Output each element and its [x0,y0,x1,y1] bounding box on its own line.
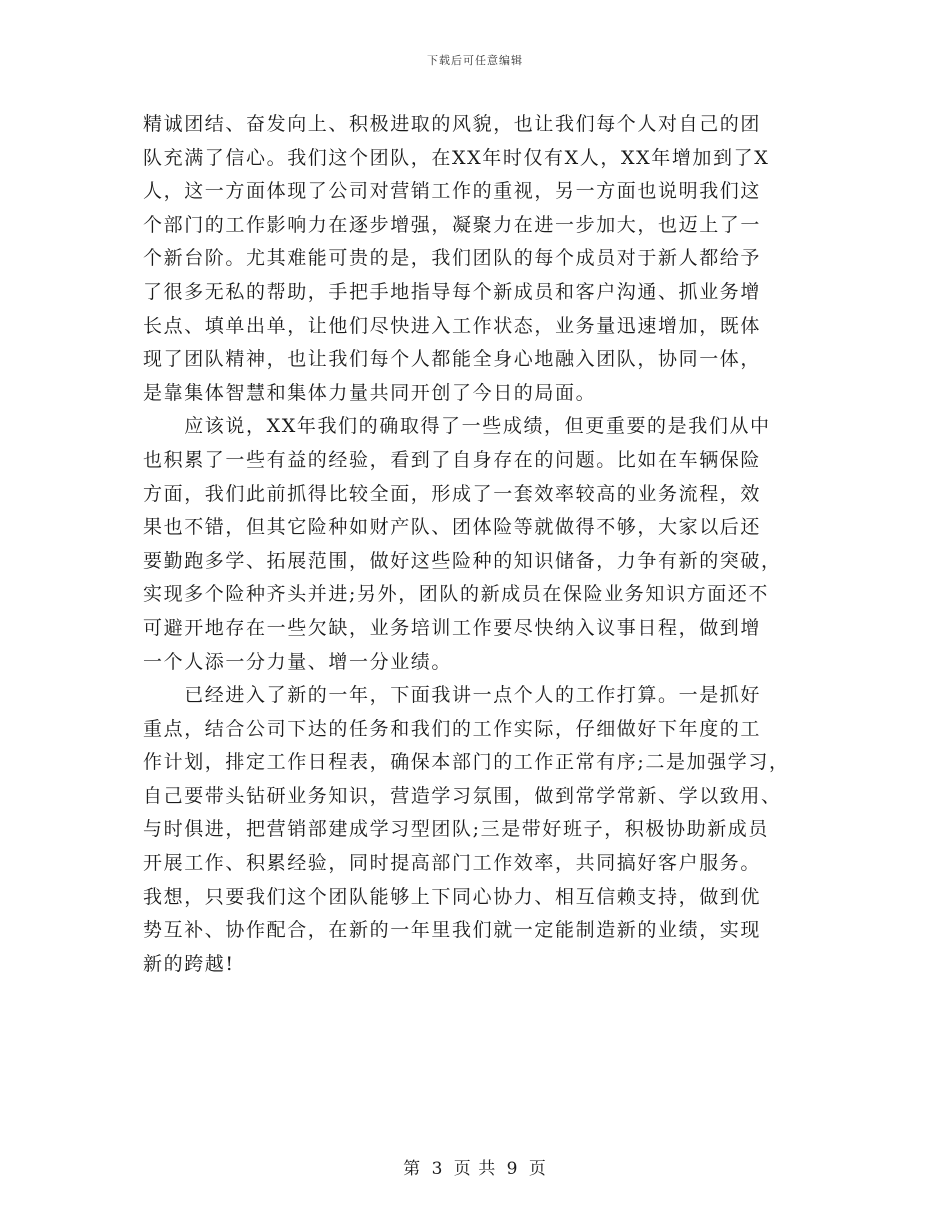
text-line: 个新台阶。尤其难能可贵的是，我们团队的每个成员对于新人都给予 [143,247,762,270]
body-text [143,108,815,981]
footer-middle: 页 共 [453,1159,497,1179]
text-line: 我想，只要我们这个团队能够上下同心协力、相互信赖支持，做到优 [143,885,762,908]
text-line: 作计划，排定工作日程表，确保本部门的工作正常有序;二是加强学习， [143,751,790,774]
text-line: 一个人添一分力量、增一分业绩。 [143,650,453,673]
text-line: 队充满了信心。我们这个团队，在XX年时仅有X人，XX年增加到了X [143,146,770,169]
text-line: 人，这一方面体现了公司对营销工作的重视，另一方面也说明我们这 [143,180,762,203]
text-line: 已经进入了新的一年，下面我讲一点个人的工作打算。一是抓好 [143,684,762,707]
text-line: 要勤跑多学、拓展范围，做好这些险种的知识储备，力争有新的突破， [143,549,782,572]
text-line: 自己要带头钻研业务知识，营造学习氛围，做到常学常新、学以致用、 [143,784,782,807]
footer-suffix: 页 [528,1159,547,1179]
footer-prefix: 第 [403,1159,422,1179]
text-line: 重点，结合公司下达的任务和我们的工作实际，仔细做好下年度的工 [143,717,762,740]
text-line: 现了团队精神，也让我们每个人都能全身心地融入团队，协同一体， [143,348,762,371]
current-page-number: 3 [431,1159,444,1179]
text-line: 也积累了一些有益的经验，看到了自身存在的问题。比如在车辆保险 [143,448,762,471]
text-line: 是靠集体智慧和集体力量共同开创了今日的局面。 [143,381,597,404]
text-line: 势互补、协作配合，在新的一年里我们就一定能制造新的业绩，实现 [143,919,762,942]
text-line: 可避开地存在一些欠缺，业务培训工作要尽快纳入议事日程，做到增 [143,616,762,639]
text-line: 实现多个险种齐头并进;另外，团队的新成员在保险业务知识方面还不 [143,583,770,606]
text-line: 个部门的工作影响力在逐步增强，凝聚力在进一步加大，也迈上了一 [143,213,762,236]
text-line: 了很多无私的帮助，手把手地指导每个新成员和客户沟通、抓业务增 [143,280,762,303]
text-line: 与时俱进，把营销部建成学习型团队;三是带好班子，积极协助新成员 [143,818,770,841]
text-line: 果也不错，但其它险种如财产队、团体险等就做得不够，大家以后还 [143,516,762,539]
page-footer [0,1154,950,1179]
text-line: 应该说，XX年我们的确取得了一些成绩，但更重要的是我们从中 [143,415,771,438]
text-line: 长点、填单出单，让他们尽快进入工作状态，业务量迅速增加，既体 [143,314,762,337]
text-line: 方面，我们此前抓得比较全面，形成了一套效率较高的业务流程，效 [143,482,762,505]
page-header: 下载后可任意编辑 [427,54,523,67]
total-pages-number: 9 [506,1159,519,1179]
text-line: 新的跨越! [143,952,235,975]
text-line: 开展工作、积累经验，同时提高部门工作效率，共同搞好客户服务。 [143,852,762,875]
text-line: 精诚团结、奋发向上、积极进取的风貌，也让我们每个人对自己的团 [143,113,762,135]
